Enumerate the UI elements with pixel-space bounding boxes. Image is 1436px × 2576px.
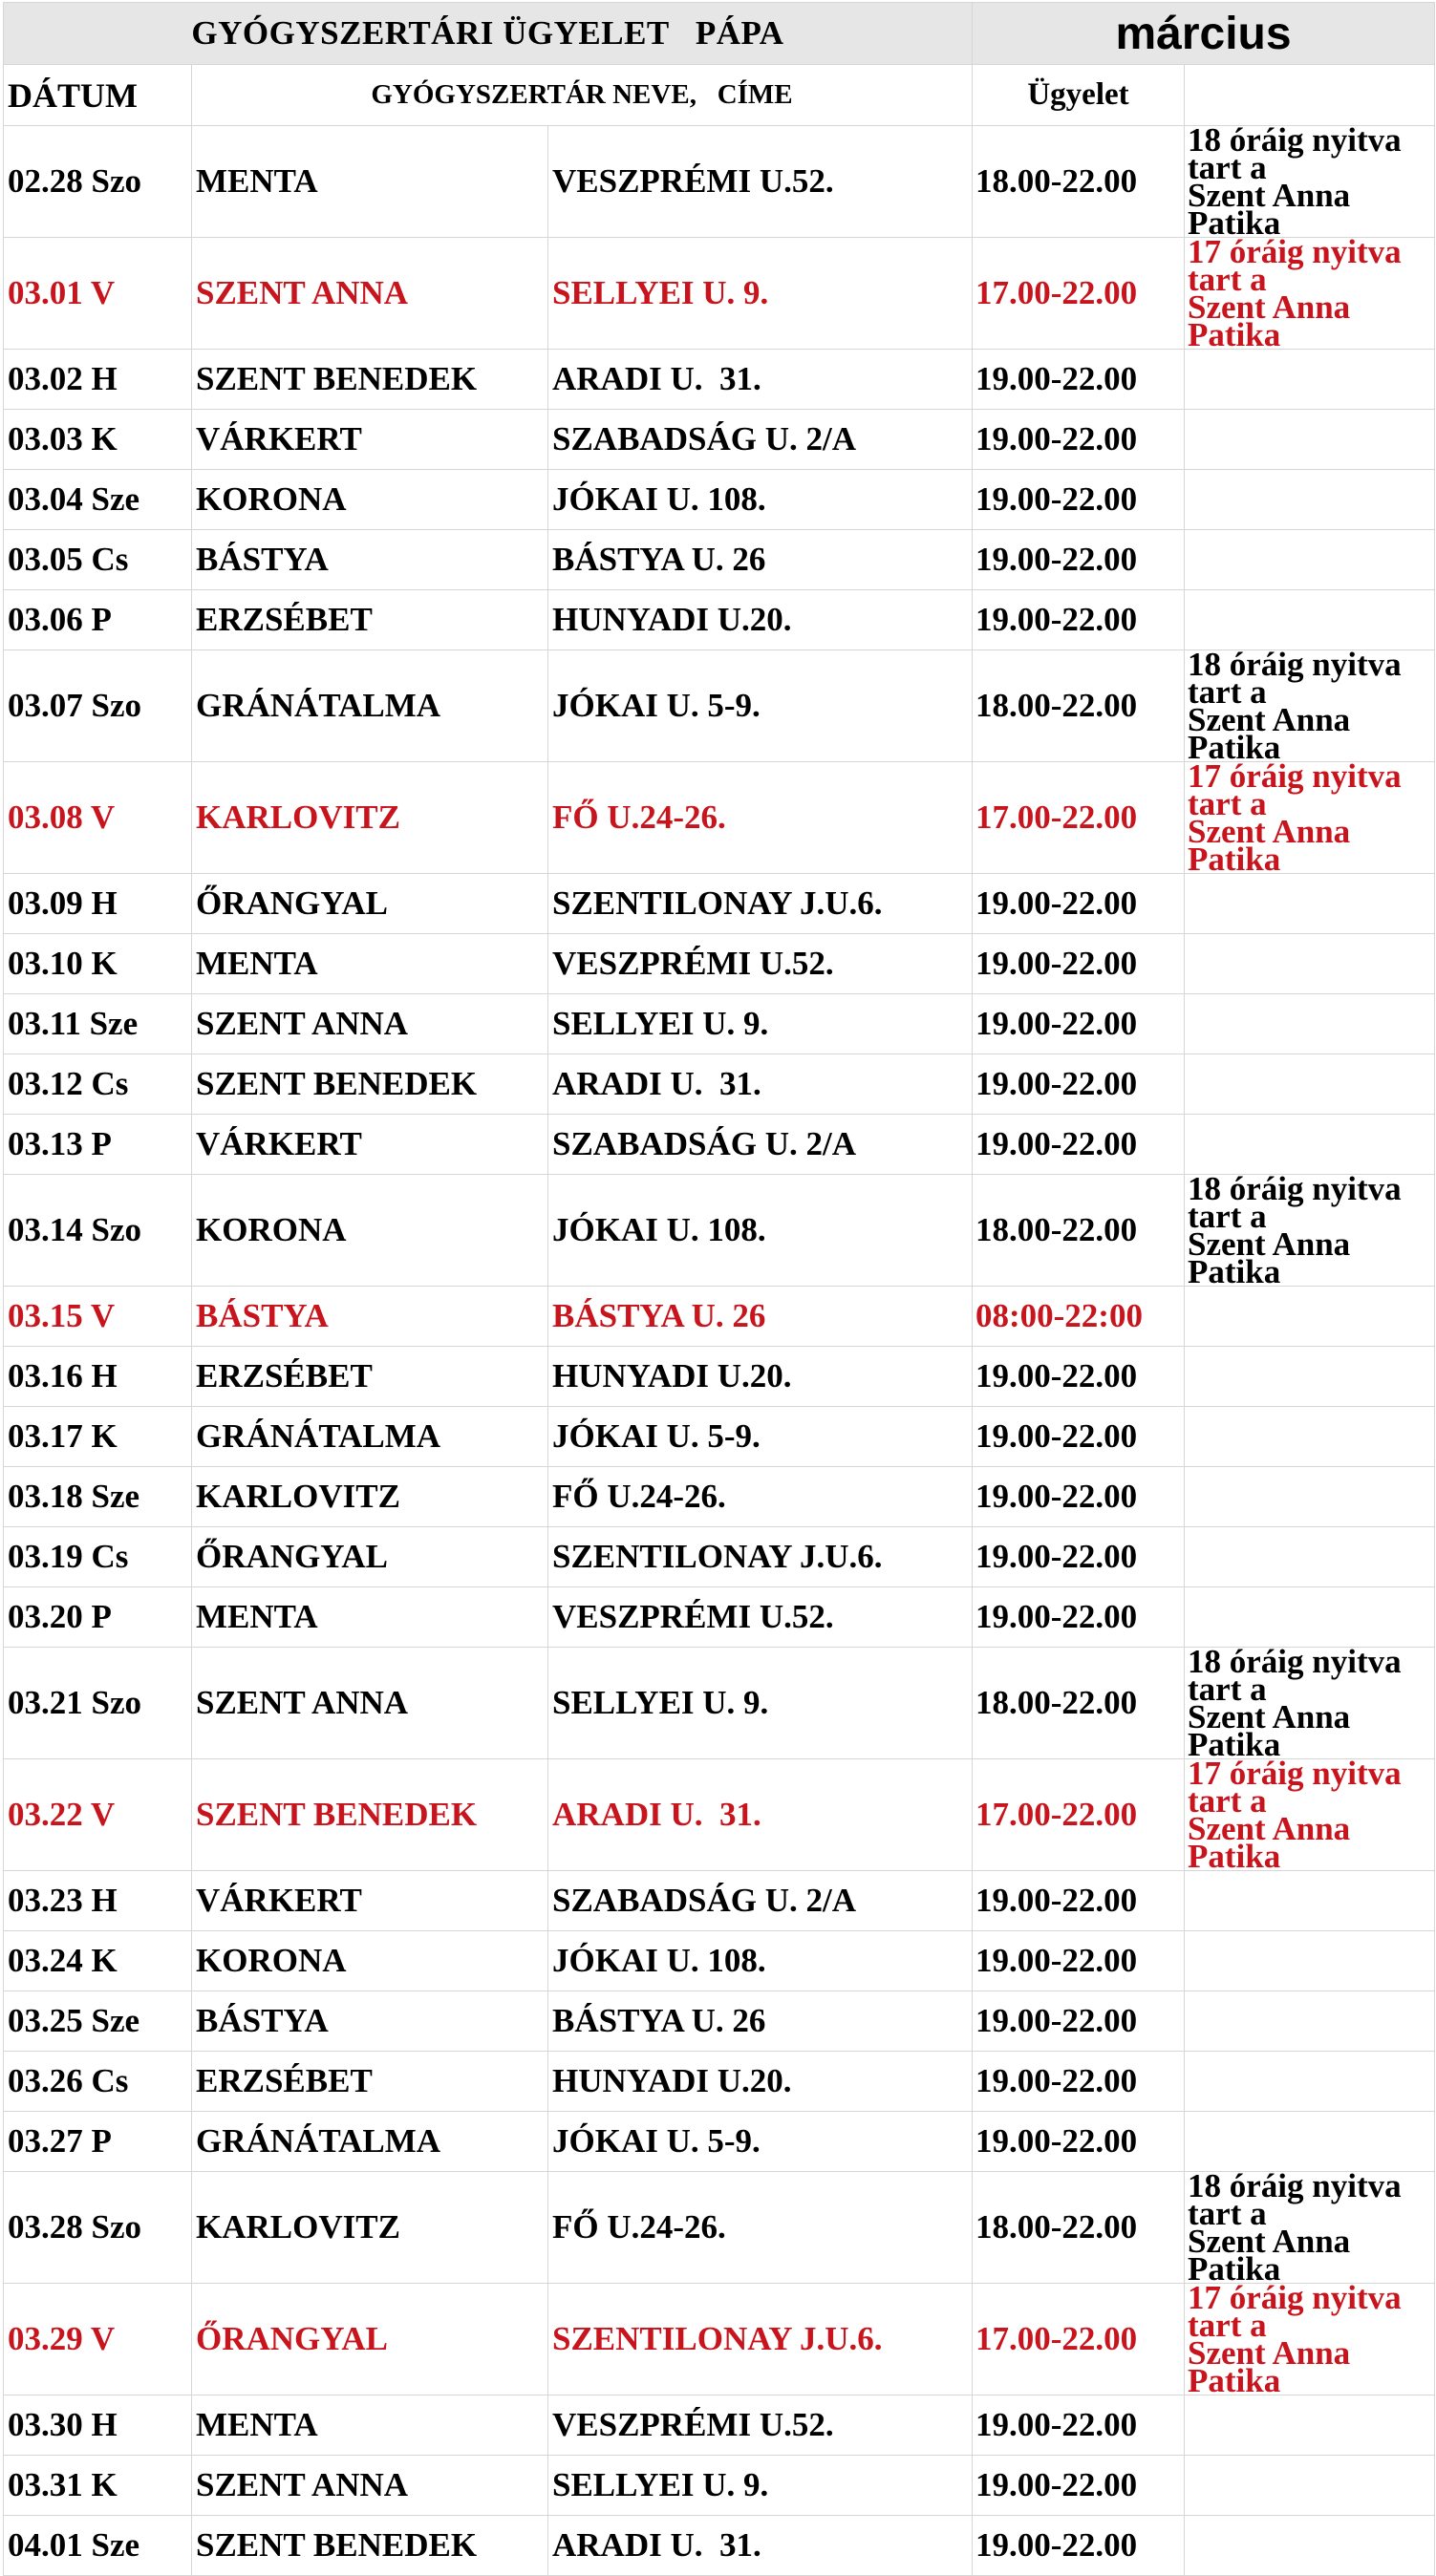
duty-hours-cell: 19.00-22.00 — [973, 1054, 1185, 1115]
schedule-row — [4, 1527, 1435, 1587]
note-cell — [1185, 1759, 1435, 1871]
note-line-2: Szent Anna Patika — [1188, 1698, 1351, 1759]
pharmacy-name-cell: VÁRKERT — [192, 1115, 548, 1175]
note-line-2: Szent Anna Patika — [1188, 2223, 1351, 2284]
note-cell — [1185, 2172, 1435, 2284]
duty-hours-cell: 19.00-22.00 — [973, 2395, 1185, 2456]
column-header-row — [4, 65, 1435, 126]
date-cell: 03.19 Cs — [4, 1527, 192, 1587]
duty-hours-cell: 19.00-22.00 — [973, 2112, 1185, 2172]
note-cell — [1185, 1931, 1435, 1991]
date-cell: 03.31 K — [4, 2456, 192, 2516]
schedule-row — [4, 1175, 1435, 1287]
pharmacy-address-cell: ARADI U. 31. — [548, 1759, 973, 1871]
note-cell — [1185, 590, 1435, 650]
pharmacy-name-cell: ERZSÉBET — [192, 590, 548, 650]
date-cell: 03.23 H — [4, 1871, 192, 1931]
date-cell: 03.05 Cs — [4, 530, 192, 590]
date-cell: 03.26 Cs — [4, 2052, 192, 2112]
note-cell — [1185, 1115, 1435, 1175]
date-cell: 03.24 K — [4, 1931, 192, 1991]
duty-hours-cell: 19.00-22.00 — [973, 530, 1185, 590]
pharmacy-address-cell: SELLYEI U. 9. — [548, 238, 973, 350]
note-cell — [1185, 1347, 1435, 1407]
pharmacy-address-cell: SZENTILONAY J.U.6. — [548, 874, 973, 934]
schedule-row — [4, 238, 1435, 350]
pharmacy-address-cell: JÓKAI U. 5-9. — [548, 1407, 973, 1467]
duty-hours-cell: 19.00-22.00 — [973, 1931, 1185, 1991]
pharmacy-name-cell: BÁSTYA — [192, 530, 548, 590]
date-cell: 03.28 Szo — [4, 2172, 192, 2284]
date-cell: 03.09 H — [4, 874, 192, 934]
pharmacy-address-cell: FŐ U.24-26. — [548, 762, 973, 874]
pharmacy-name-cell: ŐRANGYAL — [192, 874, 548, 934]
note-line-1: 17 óráig nyitva tart a — [1188, 1758, 1402, 1820]
schedule-row — [4, 1407, 1435, 1467]
note-cell — [1185, 2516, 1435, 2576]
pharmacy-address-cell: SZENTILONAY J.U.6. — [548, 1527, 973, 1587]
note-cell — [1185, 1648, 1435, 1759]
pharmacy-name-cell: KORONA — [192, 470, 548, 530]
date-cell: 03.20 P — [4, 1587, 192, 1648]
duty-hours-cell: 19.00-22.00 — [973, 934, 1185, 994]
pharmacy-name-cell: BÁSTYA — [192, 1991, 548, 2052]
duty-hours-cell: 17.00-22.00 — [973, 1759, 1185, 1871]
note-cell — [1185, 410, 1435, 470]
note-cell — [1185, 530, 1435, 590]
pharmacy-address-cell: ARADI U. 31. — [548, 1054, 973, 1115]
note-line-1: 17 óráig nyitva tart a — [1188, 2283, 1402, 2344]
duty-hours-cell: 19.00-22.00 — [973, 1871, 1185, 1931]
schedule-row — [4, 2395, 1435, 2456]
schedule-row — [4, 994, 1435, 1054]
note-line-2: Szent Anna Patika — [1188, 813, 1351, 874]
pharmacy-address-cell: JÓKAI U. 108. — [548, 1175, 973, 1287]
pharmacy-address-cell: SZABADSÁG U. 2/A — [548, 410, 973, 470]
pharmacy-name-cell: GRÁNÁTALMA — [192, 2112, 548, 2172]
duty-hours-cell: 19.00-22.00 — [973, 1587, 1185, 1648]
schedule-row — [4, 470, 1435, 530]
schedule-row — [4, 1648, 1435, 1759]
note-cell — [1185, 238, 1435, 350]
pharmacy-name-cell: KORONA — [192, 1931, 548, 1991]
pharmacy-address-cell: JÓKAI U. 5-9. — [548, 2112, 973, 2172]
schedule-row — [4, 650, 1435, 762]
pharmacy-name-cell: KORONA — [192, 1175, 548, 1287]
pharmacy-address-cell: BÁSTYA U. 26 — [548, 1991, 973, 2052]
schedule-row — [4, 1287, 1435, 1347]
pharmacy-name-cell: ERZSÉBET — [192, 2052, 548, 2112]
schedule-row — [4, 1115, 1435, 1175]
duty-hours-cell: 19.00-22.00 — [973, 1991, 1185, 2052]
pharmacy-name-cell: MENTA — [192, 2395, 548, 2456]
note-line-1: 18 óráig nyitva tart a — [1188, 1174, 1402, 1235]
schedule-row — [4, 350, 1435, 410]
duty-hours-cell: 18.00-22.00 — [973, 650, 1185, 762]
column-header-duty: Ügyelet — [973, 65, 1185, 126]
date-cell: 03.01 V — [4, 238, 192, 350]
date-cell: 03.10 K — [4, 934, 192, 994]
pharmacy-name-cell: ERZSÉBET — [192, 1347, 548, 1407]
duty-hours-cell: 19.00-22.00 — [973, 590, 1185, 650]
note-cell — [1185, 762, 1435, 874]
pharmacy-address-cell: SZABADSÁG U. 2/A — [548, 1871, 973, 1931]
duty-hours-cell: 19.00-22.00 — [973, 2052, 1185, 2112]
pharmacy-name-cell: BÁSTYA — [192, 1287, 548, 1347]
schedule-row — [4, 1587, 1435, 1648]
pharmacy-address-cell: HUNYADI U.20. — [548, 1347, 973, 1407]
note-cell — [1185, 2284, 1435, 2395]
date-cell: 03.11 Sze — [4, 994, 192, 1054]
pharmacy-address-cell: FŐ U.24-26. — [548, 2172, 973, 2284]
date-cell: 03.27 P — [4, 2112, 192, 2172]
pharmacy-address-cell: VESZPRÉMI U.52. — [548, 934, 973, 994]
duty-hours-cell: 17.00-22.00 — [973, 238, 1185, 350]
note-line-1: 18 óráig nyitva tart a — [1188, 125, 1402, 186]
schedule-row — [4, 934, 1435, 994]
note-cell — [1185, 994, 1435, 1054]
pharmacy-name-cell: VÁRKERT — [192, 410, 548, 470]
note-line-1: 18 óráig nyitva tart a — [1188, 649, 1402, 711]
duty-hours-cell: 18.00-22.00 — [973, 2172, 1185, 2284]
note-cell — [1185, 1527, 1435, 1587]
schedule-row — [4, 1931, 1435, 1991]
pharmacy-name-cell: SZENT ANNA — [192, 994, 548, 1054]
date-cell: 03.21 Szo — [4, 1648, 192, 1759]
date-cell: 03.30 H — [4, 2395, 192, 2456]
note-line-2: Szent Anna Patika — [1188, 177, 1351, 238]
date-cell: 03.06 P — [4, 590, 192, 650]
duty-hours-cell: 19.00-22.00 — [973, 2456, 1185, 2516]
schedule-row — [4, 762, 1435, 874]
pharmacy-name-cell: SZENT BENEDEK — [192, 350, 548, 410]
note-line-2: Szent Anna Patika — [1188, 1225, 1351, 1287]
title-row — [4, 3, 1435, 65]
pharmacy-address-cell: VESZPRÉMI U.52. — [548, 2395, 973, 2456]
pharmacy-address-cell: VESZPRÉMI U.52. — [548, 1587, 973, 1648]
duty-hours-cell: 19.00-22.00 — [973, 994, 1185, 1054]
note-cell — [1185, 934, 1435, 994]
schedule-row — [4, 1467, 1435, 1527]
note-line-2: Szent Anna Patika — [1188, 1810, 1351, 1871]
duty-hours-cell: 19.00-22.00 — [973, 1527, 1185, 1587]
date-cell: 03.16 H — [4, 1347, 192, 1407]
note-line-2: Szent Anna Patika — [1188, 288, 1351, 350]
date-cell: 03.22 V — [4, 1759, 192, 1871]
date-cell: 03.13 P — [4, 1115, 192, 1175]
pharmacy-name-cell: MENTA — [192, 934, 548, 994]
pharmacy-address-cell: ARADI U. 31. — [548, 2516, 973, 2576]
note-line-2: Szent Anna Patika — [1188, 701, 1351, 762]
note-line-1: 17 óráig nyitva tart a — [1188, 761, 1402, 822]
date-cell: 03.07 Szo — [4, 650, 192, 762]
note-cell — [1185, 2112, 1435, 2172]
pharmacy-name-cell: SZENT ANNA — [192, 2456, 548, 2516]
column-header-pharmacy: GYÓGYSZERTÁR NEVE, CÍME — [192, 65, 973, 126]
duty-hours-cell: 19.00-22.00 — [973, 874, 1185, 934]
duty-hours-cell: 19.00-22.00 — [973, 1347, 1185, 1407]
note-cell — [1185, 650, 1435, 762]
note-cell — [1185, 2456, 1435, 2516]
date-cell: 03.04 Sze — [4, 470, 192, 530]
note-cell — [1185, 1175, 1435, 1287]
date-cell: 03.14 Szo — [4, 1175, 192, 1287]
schedule-row — [4, 2112, 1435, 2172]
schedule-row — [4, 530, 1435, 590]
duty-schedule-table — [3, 2, 1435, 2576]
pharmacy-address-cell: HUNYADI U.20. — [548, 590, 973, 650]
pharmacy-address-cell: SZABADSÁG U. 2/A — [548, 1115, 973, 1175]
date-cell: 03.29 V — [4, 2284, 192, 2395]
date-cell: 03.12 Cs — [4, 1054, 192, 1115]
pharmacy-address-cell: FŐ U.24-26. — [548, 1467, 973, 1527]
pharmacy-name-cell: KARLOVITZ — [192, 1467, 548, 1527]
schedule-row — [4, 2052, 1435, 2112]
duty-hours-cell: 18.00-22.00 — [973, 1648, 1185, 1759]
schedule-row — [4, 2516, 1435, 2576]
duty-hours-cell: 18.00-22.00 — [973, 126, 1185, 238]
note-cell — [1185, 1287, 1435, 1347]
pharmacy-name-cell: VÁRKERT — [192, 1871, 548, 1931]
schedule-row — [4, 126, 1435, 238]
pharmacy-address-cell: ARADI U. 31. — [548, 350, 973, 410]
date-cell: 04.01 Sze — [4, 2516, 192, 2576]
pharmacy-name-cell: KARLOVITZ — [192, 2172, 548, 2284]
pharmacy-address-cell: BÁSTYA U. 26 — [548, 1287, 973, 1347]
schedule-row — [4, 1347, 1435, 1407]
date-cell: 03.02 H — [4, 350, 192, 410]
duty-hours-cell: 08:00-22:00 — [973, 1287, 1185, 1347]
schedule-row — [4, 1871, 1435, 1931]
pharmacy-address-cell: JÓKAI U. 108. — [548, 1931, 973, 1991]
pharmacy-name-cell: GRÁNÁTALMA — [192, 1407, 548, 1467]
schedule-row — [4, 1759, 1435, 1871]
pharmacy-address-cell: SELLYEI U. 9. — [548, 1648, 973, 1759]
date-cell: 03.15 V — [4, 1287, 192, 1347]
pharmacy-name-cell: SZENT ANNA — [192, 1648, 548, 1759]
schedule-row — [4, 2284, 1435, 2395]
note-cell — [1185, 126, 1435, 238]
duty-hours-cell: 19.00-22.00 — [973, 410, 1185, 470]
duty-hours-cell: 19.00-22.00 — [973, 1467, 1185, 1527]
pharmacy-name-cell: MENTA — [192, 126, 548, 238]
pharmacy-name-cell: SZENT BENEDEK — [192, 1759, 548, 1871]
note-line-1: 18 óráig nyitva tart a — [1188, 2171, 1402, 2232]
note-line-1: 18 óráig nyitva tart a — [1188, 1647, 1402, 1708]
note-cell — [1185, 1991, 1435, 2052]
pharmacy-name-cell: SZENT BENEDEK — [192, 1054, 548, 1115]
date-cell: 02.28 Szo — [4, 126, 192, 238]
schedule-row — [4, 1054, 1435, 1115]
pharmacy-address-cell: JÓKAI U. 5-9. — [548, 650, 973, 762]
note-line-2: Szent Anna Patika — [1188, 2334, 1351, 2395]
page-title: GYÓGYSZERTÁRI ÜGYELET PÁPA — [4, 3, 973, 65]
schedule-row — [4, 410, 1435, 470]
note-cell — [1185, 2395, 1435, 2456]
duty-hours-cell: 19.00-22.00 — [973, 470, 1185, 530]
pharmacy-name-cell: MENTA — [192, 1587, 548, 1648]
date-cell: 03.08 V — [4, 762, 192, 874]
note-cell — [1185, 470, 1435, 530]
date-cell: 03.25 Sze — [4, 1991, 192, 2052]
duty-hours-cell: 19.00-22.00 — [973, 1407, 1185, 1467]
pharmacy-name-cell: ŐRANGYAL — [192, 1527, 548, 1587]
pharmacy-name-cell: ŐRANGYAL — [192, 2284, 548, 2395]
note-cell — [1185, 1407, 1435, 1467]
duty-hours-cell: 18.00-22.00 — [973, 1175, 1185, 1287]
duty-hours-cell: 19.00-22.00 — [973, 2516, 1185, 2576]
schedule-row — [4, 874, 1435, 934]
note-cell — [1185, 1467, 1435, 1527]
column-header-note — [1185, 65, 1435, 126]
pharmacy-address-cell: VESZPRÉMI U.52. — [548, 126, 973, 238]
pharmacy-address-cell: HUNYADI U.20. — [548, 2052, 973, 2112]
duty-schedule-sheet — [3, 2, 1434, 2576]
pharmacy-address-cell: BÁSTYA U. 26 — [548, 530, 973, 590]
date-cell: 03.03 K — [4, 410, 192, 470]
schedule-row — [4, 2456, 1435, 2516]
note-line-1: 17 óráig nyitva tart a — [1188, 237, 1402, 298]
duty-hours-cell: 17.00-22.00 — [973, 762, 1185, 874]
date-cell: 03.18 Sze — [4, 1467, 192, 1527]
pharmacy-name-cell: SZENT BENEDEK — [192, 2516, 548, 2576]
month-label: március — [973, 3, 1435, 65]
schedule-row — [4, 590, 1435, 650]
note-cell — [1185, 2052, 1435, 2112]
schedule-row — [4, 2172, 1435, 2284]
note-cell — [1185, 1587, 1435, 1648]
pharmacy-name-cell: SZENT ANNA — [192, 238, 548, 350]
note-cell — [1185, 874, 1435, 934]
pharmacy-address-cell: SELLYEI U. 9. — [548, 994, 973, 1054]
pharmacy-name-cell: KARLOVITZ — [192, 762, 548, 874]
duty-hours-cell: 19.00-22.00 — [973, 1115, 1185, 1175]
pharmacy-address-cell: JÓKAI U. 108. — [548, 470, 973, 530]
note-cell — [1185, 1054, 1435, 1115]
column-header-date: DÁTUM — [4, 65, 192, 126]
date-cell: 03.17 K — [4, 1407, 192, 1467]
pharmacy-name-cell: GRÁNÁTALMA — [192, 650, 548, 762]
duty-hours-cell: 17.00-22.00 — [973, 2284, 1185, 2395]
duty-hours-cell: 19.00-22.00 — [973, 350, 1185, 410]
note-cell — [1185, 1871, 1435, 1931]
pharmacy-address-cell: SZENTILONAY J.U.6. — [548, 2284, 973, 2395]
schedule-row — [4, 1991, 1435, 2052]
note-cell — [1185, 350, 1435, 410]
pharmacy-address-cell: SELLYEI U. 9. — [548, 2456, 973, 2516]
